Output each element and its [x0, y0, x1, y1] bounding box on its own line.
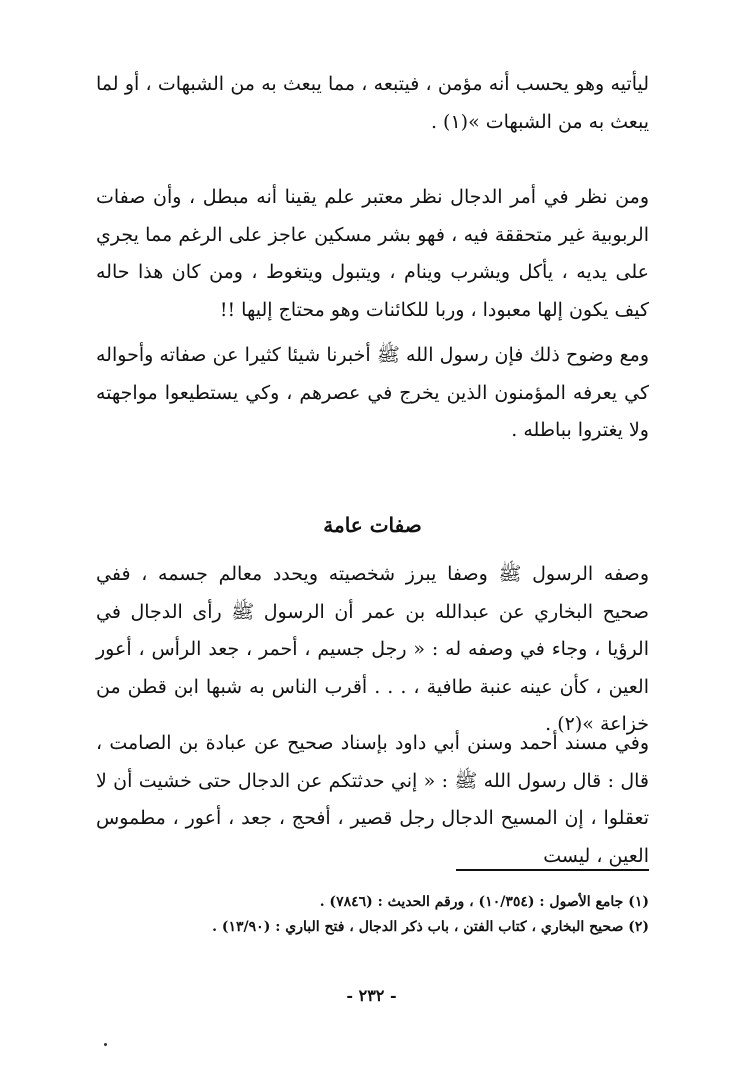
paragraph-5: وفي مسند أحمد وسنن أبي داود بإسناد صحيح عن عبادة بن الصامت ، قال : قال رسول الله ﷺ : « إني حدثتكم عن الدجال حتى خشيت أن لا تعقلوا ، إن المسيح الدجال رجل قصير ، أفحج ، جعد ، أعور ، مطموس العين ، ليست: [96, 732, 649, 867]
speck: [104, 1043, 107, 1046]
page-number: - ٢٣٢ -: [346, 986, 397, 1005]
paragraph-4: وصفه الرسول ﷺ وصفا يبرز شخصيته ويحدد معالم جسمه ، ففي صحيح البخاري عن عبدالله بن عمر أن الرسول ﷺ رأى الدجال في الرؤيا ، وجاء في وصفه له : « رجل جسيم ، أحمر ، جعد الرأس ، أعور العين ، كأن عينه عنبة طافية ، . . . أقرب الناس به شبها ابن قطن من خزاعة »(٢) .: [96, 563, 649, 735]
paragraph-1: ليأتيه وهو يحسب أنه مؤمن ، فيتبعه ، مما يبعث به من الشبهات ، أو لما يبعث به من الشبهات »(١) .: [96, 73, 649, 133]
footnote-separator: [456, 869, 649, 871]
footnote-1: (١) جامع الأصول : (١٠/٣٥٤) ، ورقم الحديث : (٧٨٤٦) .: [319, 894, 649, 910]
paragraph-3: ومع وضوح ذلك فإن رسول الله ﷺ أخبرنا شيئا كثيرا عن صفاته وأحواله كي يعرفه المؤمنون الذين يخرج في عصرهم ، وكي يستطيعوا مواجهته ولا يغتروا بباطله .: [96, 344, 649, 441]
section-heading: صفات عامة: [323, 513, 422, 537]
paragraph-2: ومن نظر في أمر الدجال نظر معتبر علم يقينا أنه مبطل ، وأن صفات الربوبية غير متحققة فيه ، فهو بشر مسكين عاجز على الرغم مما يجري على يديه ، يأكل ويشرب وينام ، ويتبول ويتغوط ، ومن كان هذا حاله كيف يكون إلها معبودا ، وربا للكائنات وهو محتاج إليها !!: [96, 186, 649, 321]
footnotes: [96, 890, 649, 940]
footnote-2: (٢) صحيح البخاري ، كتاب الفتن ، باب ذكر الدجال ، فتح الباري : (١٣/٩٠) .: [212, 919, 649, 935]
